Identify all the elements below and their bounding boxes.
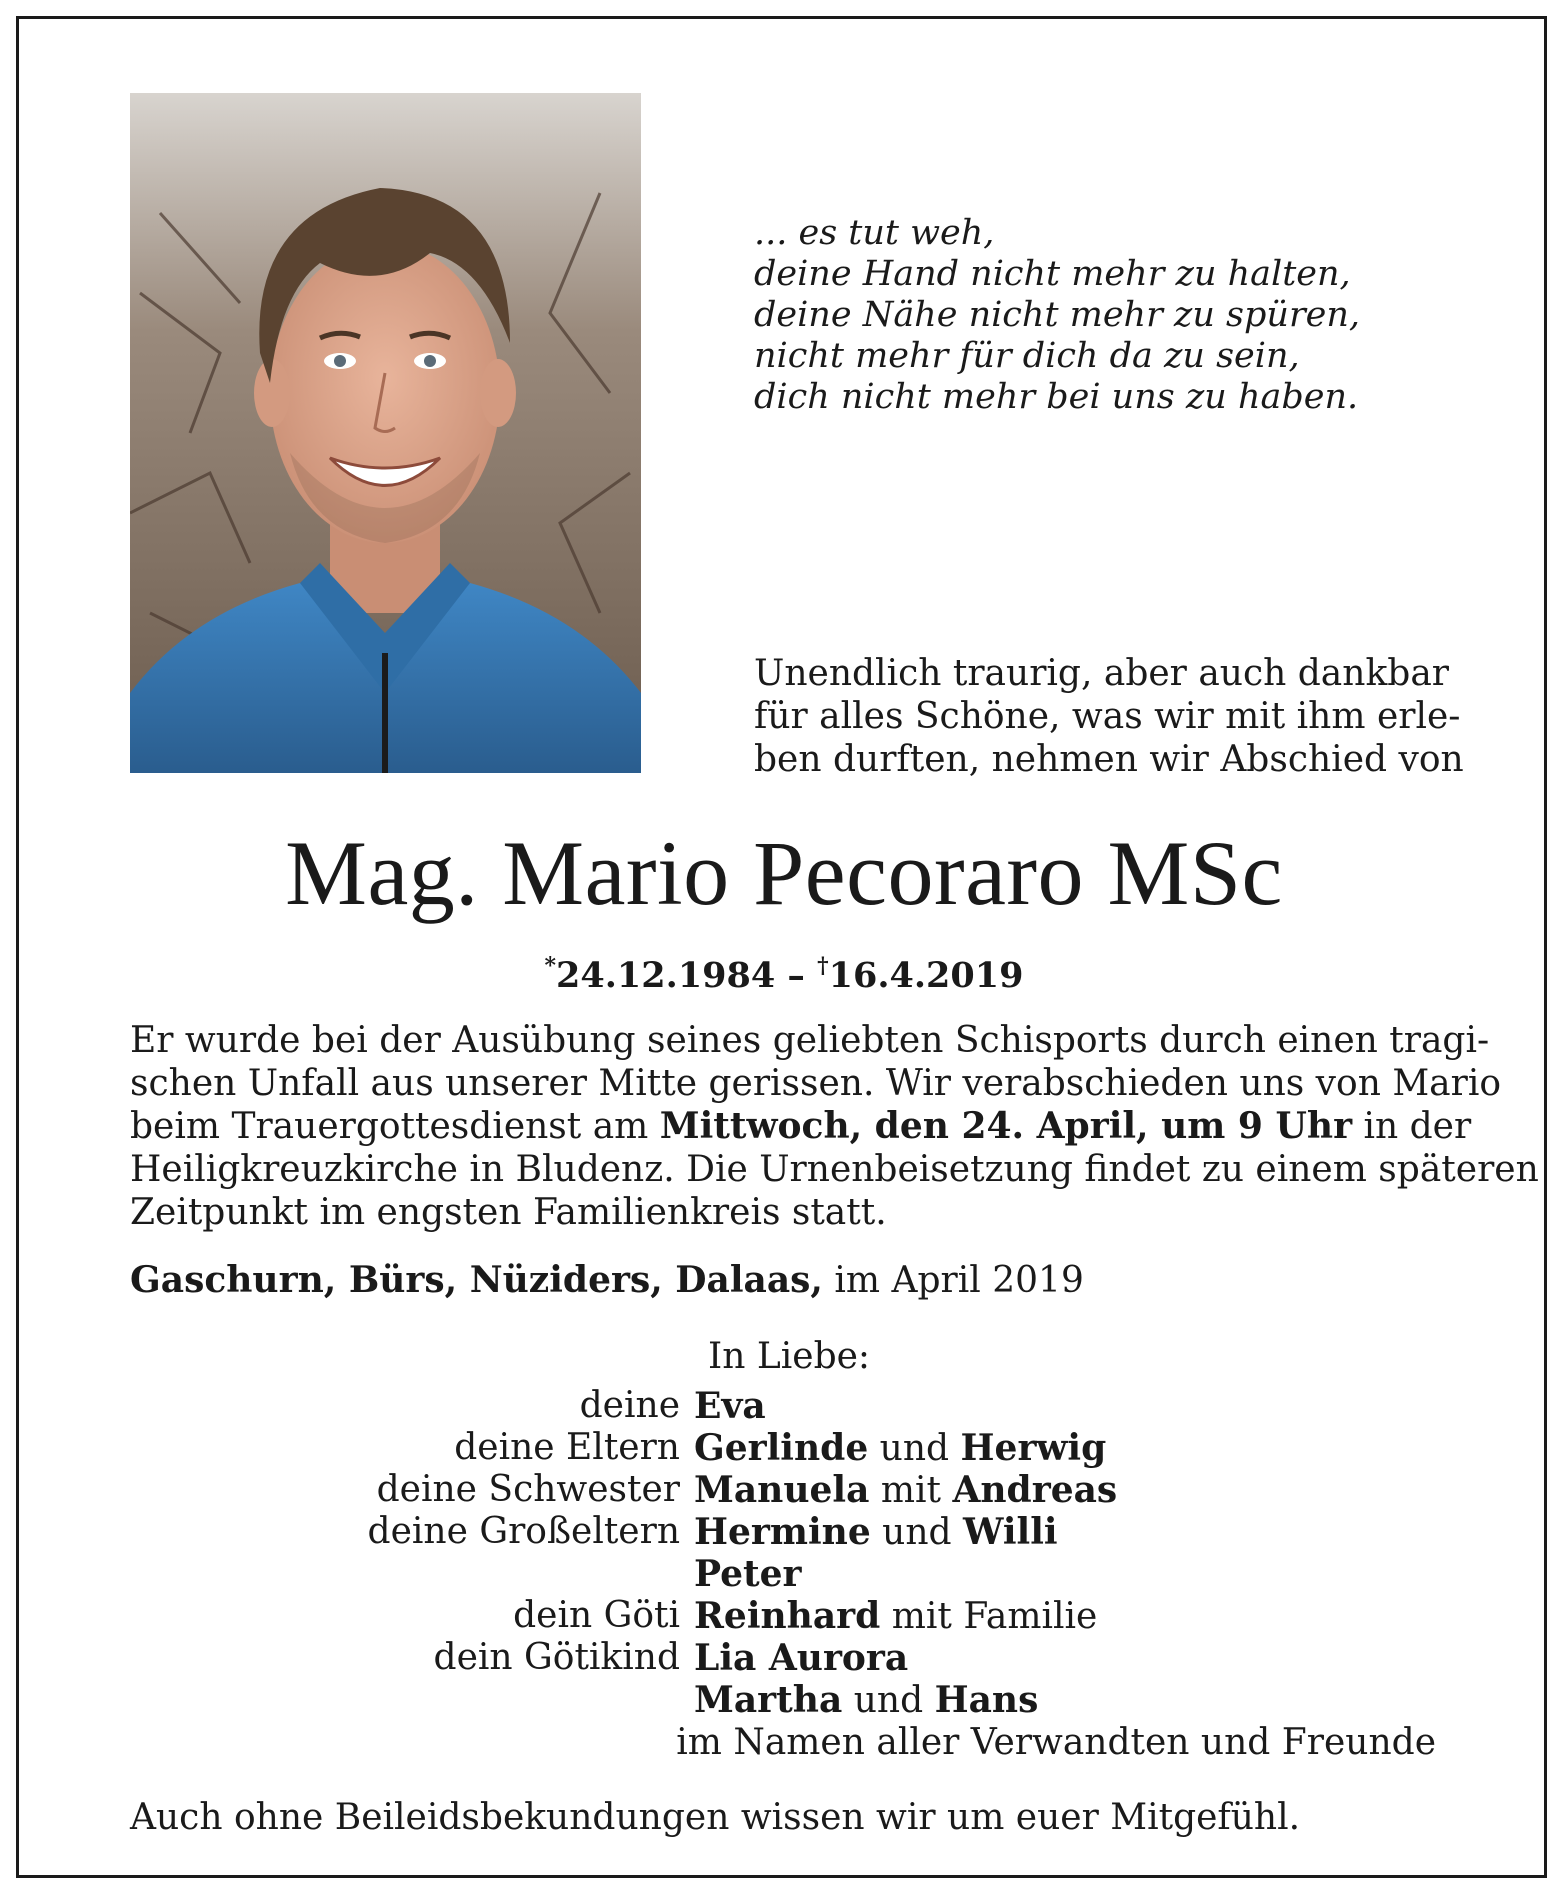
connector: mit Familie — [880, 1596, 1098, 1637]
notice-line: Heiligkreuzkirche in Bludenz. Die Urnenbeisetzung findet zu einem späteren — [130, 1149, 1539, 1190]
notice-text: beim Trauergottesdienst am — [130, 1106, 660, 1147]
family-name: Willi — [963, 1511, 1058, 1553]
family-name: Reinhard — [694, 1595, 881, 1637]
poem-line: deine Nähe nicht mehr zu spüren, — [754, 295, 1361, 335]
notice-text: in der — [1352, 1106, 1472, 1147]
family-row — [130, 1595, 1436, 1637]
family-row — [130, 1637, 1436, 1679]
family-name: Martha — [694, 1679, 843, 1721]
family-name: Gerlinde — [694, 1427, 869, 1469]
birth-date: 24.12.1984 — [556, 955, 776, 996]
poem-line: ... es tut weh, — [754, 213, 995, 253]
birth-symbol: * — [544, 953, 557, 979]
family-name: Eva — [694, 1385, 766, 1427]
towns: Gaschurn, Bürs, Nüziders, Dalaas, — [130, 1259, 823, 1301]
family-row — [130, 1553, 1436, 1595]
family-row — [130, 1427, 1436, 1469]
connector: und — [868, 1428, 961, 1469]
life-dates — [0, 944, 1568, 998]
notice-line: Er wurde bei der Ausübung seines geliebten Schisports durch einen tragi- — [130, 1020, 1490, 1061]
notice-date: im April 2019 — [822, 1260, 1084, 1301]
portrait-photo — [130, 93, 641, 773]
relation — [130, 1553, 694, 1595]
relation: dein Götikind — [433, 1637, 680, 1678]
relation: deine Schwester — [376, 1469, 680, 1510]
connector: und — [870, 1512, 964, 1553]
relation: deine Eltern — [454, 1427, 680, 1468]
family-row — [130, 1511, 1436, 1553]
family-name: Peter — [694, 1553, 802, 1595]
relation: dein Göti — [513, 1595, 680, 1636]
family-row — [130, 1469, 1436, 1511]
notice-line: schen Unfall aus unserer Mitte gerissen. Wir verabschieden uns von Mario — [130, 1063, 1502, 1104]
relation: deine Großeltern — [367, 1511, 680, 1552]
poem-line: dich nicht mehr bei uns zu haben. — [754, 377, 1359, 417]
family-name: Manuela — [694, 1469, 870, 1511]
death-symbol: † — [817, 953, 829, 979]
intro-line: für alles Schöne, was wir mit ihm erle- — [754, 696, 1461, 737]
closing-line: Auch ohne Beileidsbekundungen wissen wir um euer Mitgefühl. — [130, 1797, 1301, 1838]
death-date: 16.4.2019 — [828, 955, 1024, 996]
family-name: Hermine — [694, 1511, 871, 1553]
intro-line: Unendlich traurig, aber auch dankbar — [754, 653, 1449, 694]
connector: im Namen aller Verwandten und Freunde — [676, 1722, 1436, 1763]
relation — [130, 1679, 694, 1721]
relation: deine — [579, 1385, 680, 1426]
intro-line: ben durften, nehmen wir Abschied von — [754, 739, 1464, 780]
place-and-date — [130, 1259, 1436, 1302]
family-row — [130, 1721, 1436, 1763]
love-heading: In Liebe: — [708, 1336, 871, 1377]
connector: mit — [869, 1470, 953, 1511]
family-list — [130, 1385, 1436, 1763]
poem — [754, 213, 1414, 418]
funeral-notice — [130, 1019, 1539, 1234]
poem-line: nicht mehr für dich da zu sein, — [754, 336, 1300, 376]
relation — [130, 1721, 676, 1763]
notice-line — [130, 1105, 1472, 1148]
family-name: Andreas — [952, 1469, 1118, 1511]
notice-line: Zeitpunkt im engsten Familienkreis statt. — [130, 1192, 887, 1233]
connector: und — [842, 1680, 935, 1721]
family-name: Herwig — [960, 1427, 1107, 1469]
date-separator: – — [775, 955, 818, 996]
family-row — [130, 1679, 1436, 1721]
family-name: Lia Aurora — [694, 1637, 909, 1679]
deceased-name: Mag. Mario Pecoraro MSc — [285, 822, 1283, 924]
service-date: Mittwoch, den 24. April, um 9 Uhr — [659, 1105, 1353, 1147]
intro-text — [754, 652, 1464, 781]
poem-line: deine Hand nicht mehr zu halten, — [754, 254, 1351, 294]
family-name: Hans — [934, 1679, 1039, 1721]
family-row — [130, 1385, 1436, 1427]
